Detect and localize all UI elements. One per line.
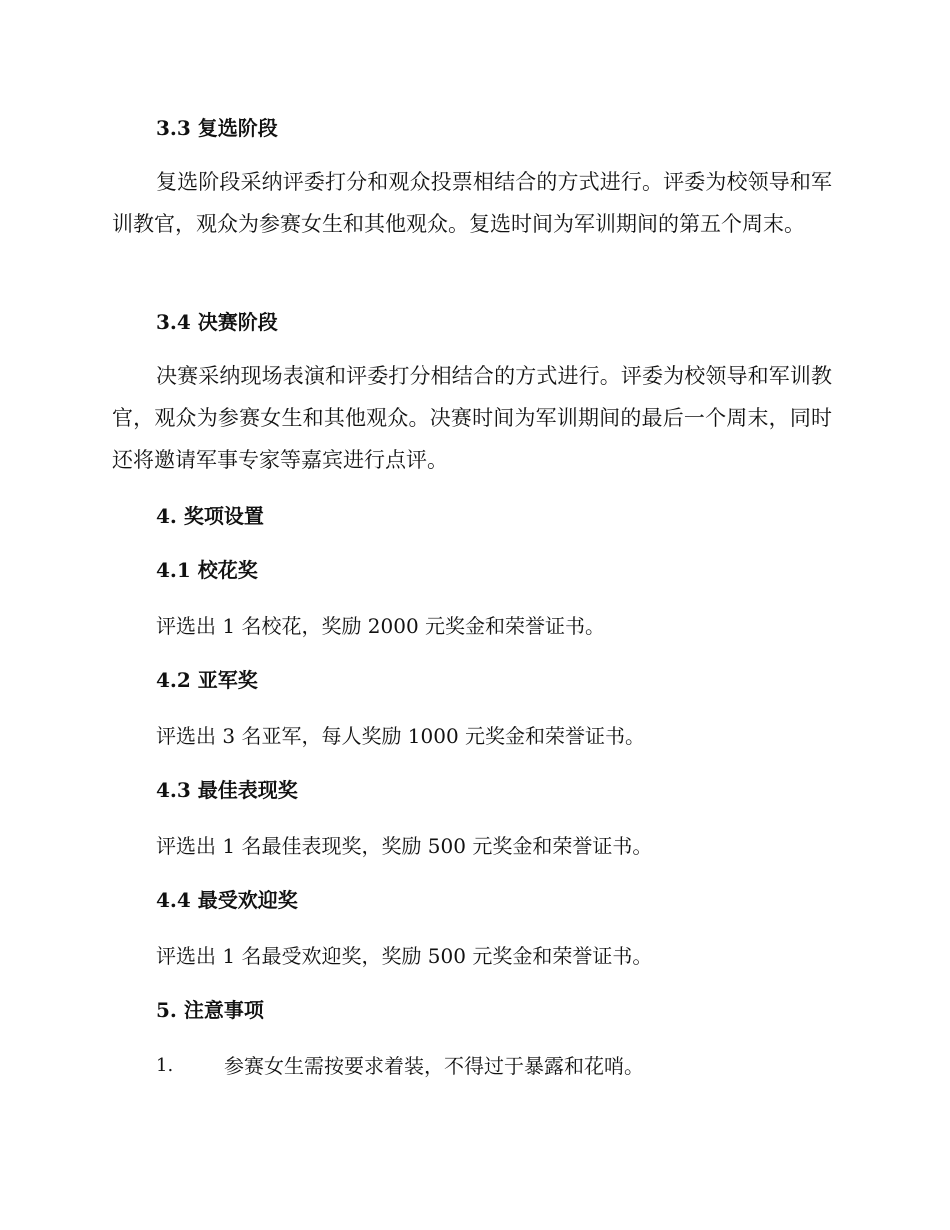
list-item-text: 参赛女生需按要求着装，不得过于暴露和花哨。 <box>224 1054 644 1078</box>
section-heading-4-2: 4.2 亚军奖 <box>156 668 258 692</box>
section-body-4-2: 评选出 3 名亚军，每人奖励 1000 元奖金和荣誉证书。 <box>156 724 646 748</box>
section-heading-4-4: 4.4 最受欢迎奖 <box>156 888 298 912</box>
section-heading-5: 5. 注意事项 <box>156 998 264 1022</box>
section-heading-4: 4. 奖项设置 <box>156 504 264 528</box>
section-body-3-3: 复选阶段采纳评委打分和观众投票相结合的方式进行。评委为校领导和军训教官，观众为参赛女生和其他观众。复选时间为军训期间的第五个周末。 <box>112 170 832 236</box>
section-heading-3-4: 3.4 决赛阶段 <box>156 310 278 334</box>
section-body-3-4: 决赛采纳现场表演和评委打分相结合的方式进行。评委为校领导和军训教官，观众为参赛女生和其他观众。决赛时间为军训期间的最后一个周末，同时还将邀请军事专家等嘉宾进行点评。 <box>112 364 832 472</box>
section-heading-4-3: 4.3 最佳表现奖 <box>156 778 298 802</box>
section-body-4-4: 评选出 1 名最受欢迎奖，奖励 500 元奖金和荣誉证书。 <box>156 944 653 968</box>
section-heading-3-3: 3.3 复选阶段 <box>156 116 278 140</box>
list-item-number: 1. <box>156 1055 174 1076</box>
section-body-4-3: 评选出 1 名最佳表现奖，奖励 500 元奖金和荣誉证书。 <box>156 834 653 858</box>
section-heading-4-1: 4.1 校花奖 <box>156 558 258 582</box>
section-body-4-1: 评选出 1 名校花，奖励 2000 元奖金和荣誉证书。 <box>156 614 606 638</box>
